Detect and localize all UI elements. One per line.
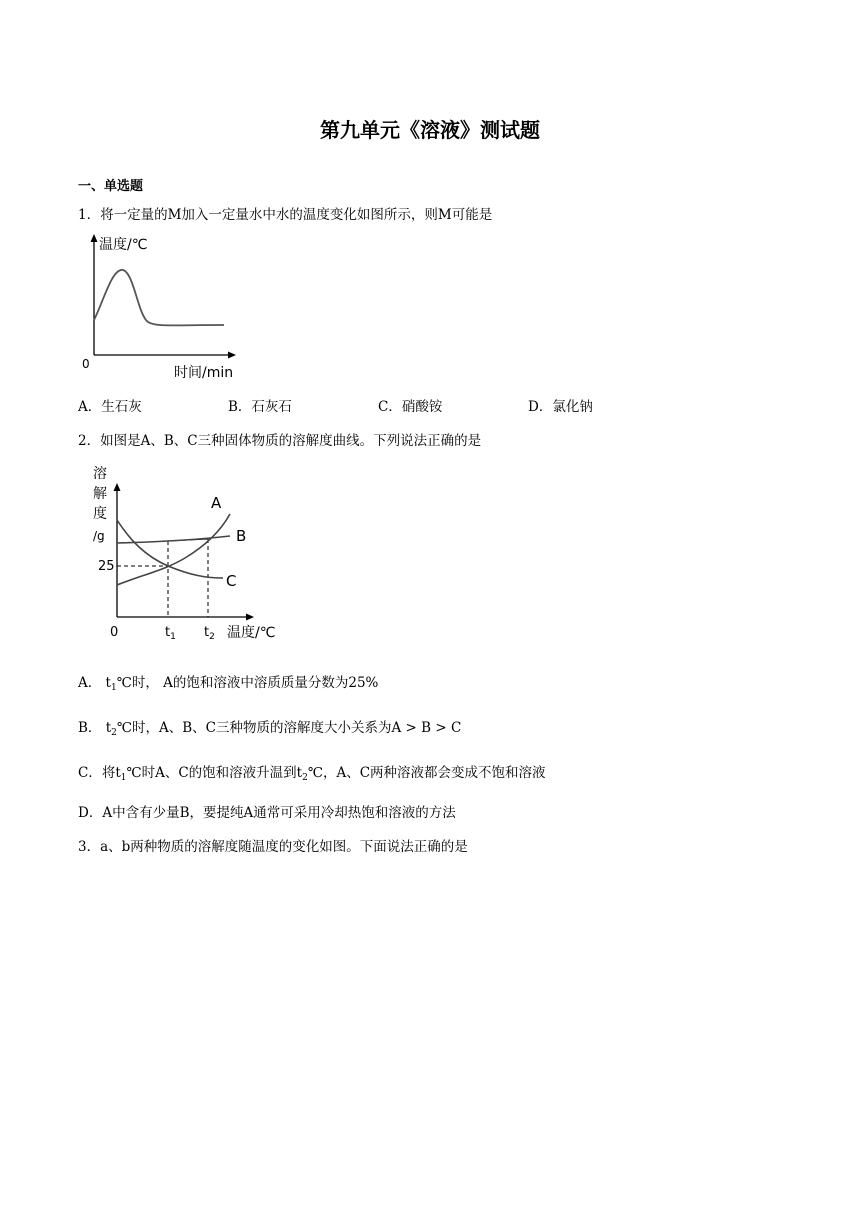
section-heading: 一、单选题 [78, 179, 144, 194]
q2-solubility-graph [85, 460, 285, 646]
curve-b-label: B [236, 527, 247, 545]
question-1-stem: 1．将一定量的M加入一定量水中水的温度变化如图所示，则M可能是 [78, 207, 493, 223]
t1-label: $t_1$ [165, 625, 176, 642]
q1-x-axis-label: 时间/min [174, 365, 234, 381]
temperature-curve [94, 270, 224, 325]
y-axis-arrow [91, 234, 98, 242]
q2-origin-label: 0 [110, 625, 119, 640]
q2-y-label-char-3: 度 [93, 506, 107, 522]
q1-option-a: A．生石灰 [78, 399, 142, 415]
question-2-stem: 2．如图是A、B、C三种固体物质的溶解度曲线。下列说法正确的是 [78, 433, 482, 449]
curve-c-label: C [226, 572, 237, 590]
q2-option-c: C．将$t_1℃$时A、C的饱和溶液升温到$t_2℃$，A、C两种溶液都会变成不饱和溶液 [78, 765, 546, 783]
question-3-stem: 3．a、b两种物质的溶解度随温度的变化如图。下面说法正确的是 [78, 839, 468, 855]
q2-x-axis-label: 温度/℃ [227, 625, 276, 641]
q2-option-a: A． $t_1℃$时， A的饱和溶液中溶质质量分数为25% [78, 675, 379, 693]
y-tick-25: 25 [98, 559, 115, 574]
q1-option-c: C．硝酸铵 [378, 399, 443, 415]
q1-temperature-graph [78, 230, 248, 382]
q1-y-axis-label: 温度/℃ [99, 237, 148, 253]
x-axis-arrow [246, 614, 254, 621]
page-title: 第九单元《溶液》测试题 [320, 118, 540, 142]
q2-option-d: D．A中含有少量B，要提纯A通常可采用冷却热饱和溶液的方法 [78, 805, 456, 821]
q2-y-label-char-2: 解 [93, 486, 107, 502]
q2-option-b: B． $t_2℃$时，A、B、C三种物质的溶解度大小关系为A > B > C [78, 720, 462, 738]
t2-label: $t_2$ [204, 625, 215, 642]
curve-a [117, 514, 230, 585]
q1-option-d: D．氯化钠 [528, 399, 593, 415]
y-axis-arrow [114, 483, 121, 491]
curve-a-label: A [211, 494, 222, 512]
curve-c [117, 520, 223, 578]
q1-origin-label: 0 [82, 357, 90, 371]
q1-option-b: B．石灰石 [228, 399, 292, 415]
q2-y-label-unit: /g [93, 529, 105, 543]
x-axis-arrow [228, 352, 236, 359]
q2-y-label-char-1: 溶 [93, 466, 107, 482]
